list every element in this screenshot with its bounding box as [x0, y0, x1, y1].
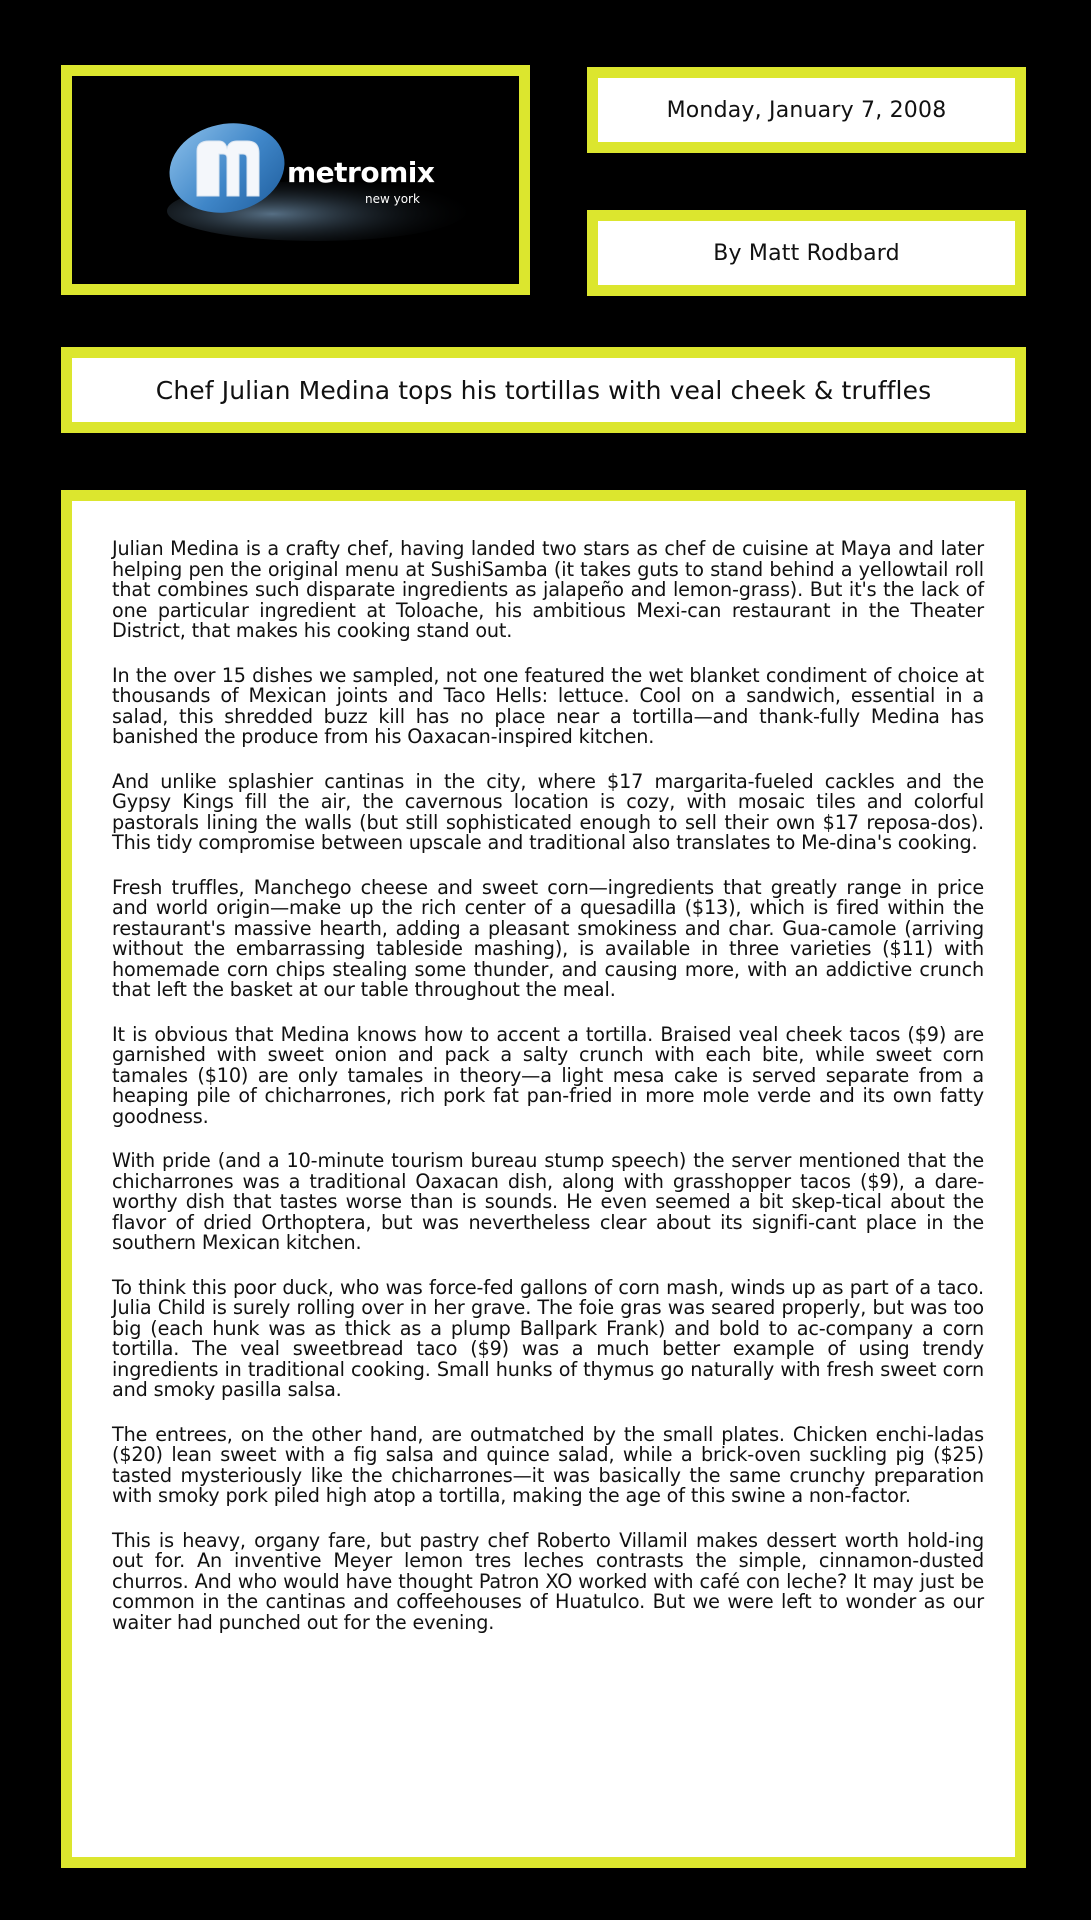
article-paragraph: This is heavy, organy fare, but pastry chef Roberto Villamil makes dessert worth hold-ing out for. An inventive Meyer lemon tres leches contrasts the simple, cinnamon-dusted churros. And who would have thought Patron XO worked with café con leche? It may just be common in the cantinas and coffeehouses of Huatulco. But we were left to wonder as our waiter had punched out for the evening.: [112, 1528, 984, 1634]
article-body: [112, 539, 984, 1657]
article-paragraph: With pride (and a 10-minute tourism bureau stump speech) the server mentioned that the chicharrones was a traditional Oaxacan dish, along with grasshopper tacos ($9), a dare-worthy dish that tastes worse than is sounds. He even seemed a bit skep-tical about the flavor of dried Orthoptera, but was nevertheless clear about its signifi-cant place in the southern Mexican kitchen.: [112, 1149, 984, 1254]
brand-city: new york: [365, 192, 420, 206]
article-paragraph: In the over 15 dishes we sampled, not one featured the wet blanket condiment of choice at thousands of Mexican joints and Taco Hells: lettuce. Cool on a sandwich, essential in a salad, this shredded buzz kill has no place near a tortilla—and thank-fully Medina has banished the produce from his Oaxacan-inspired kitchen.: [112, 663, 984, 748]
page-title: Chef Julian Medina tops his tortillas with veal cheek & truffles: [155, 375, 932, 405]
article-paragraph: The entrees, on the other hand, are outmatched by the small plates. Chicken enchi-ladas ($20) lean sweet with a fig salsa and quince salad, while a brick-oven suckling pig ($25) tasted mysteriously like the chicharrones—it was basically the same crunchy preparation with smoky pork piled high atop a tortilla, making the age of this swine a non-factor.: [112, 1422, 984, 1507]
article-paragraph: Fresh truffles, Manchego cheese and sweet corn—ingredients that greatly range in price and world origin—make up the rich center of a quesadilla ($13), which is fired within the restaurant's massive hearth, adding a pleasant smokiness and char. Gua-camole (arriving without the embarrassing tableside mashing), is available in three varieties ($11) with homemade corn chips stealing some thunder, and causing more, with an addictive crunch that left the basket at our table throughout the meal.: [112, 875, 984, 1001]
article-panel: [61, 490, 1026, 1868]
article-paragraph: Julian Medina is a crafty chef, having landed two stars as chef de cuisine at Maya and later helping pen the original menu at SushiSamba (it takes guts to stand behind a yellowtail roll that combines such disparate ingredients as jalapeño and lemon-grass). But it's the lack of one particular ingredient at Toloache, his ambitious Mexi-can restaurant in the Theater District, that makes his cooking stand out.: [112, 537, 984, 642]
logo-panel: [61, 65, 530, 295]
metromix-logo[interactable]: [167, 116, 467, 256]
brand-name: metromix: [287, 156, 435, 189]
headline-panel: [61, 347, 1026, 433]
byline: By Matt Rodbard: [713, 240, 900, 266]
article-paragraph: To think this poor duck, who was force-fed gallons of corn mash, winds up as part of a taco. Julia Child is surely rolling over in her grave. The foie gras was seared properly, but was too big (each hunk was as thick as a plump Ballpark Frank) and bold to ac-company a corn tortilla. The veal sweetbread taco ($9) was a much better example of using trendy ingredients in traditional cooking. Small hunks of thymus go naturally with fresh sweet corn and smoky pasilla salsa.: [112, 1275, 984, 1401]
article-paragraph: And unlike splashier cantinas in the city, where $17 margarita-fueled cackles and the Gypsy Kings fill the air, the cavernous location is cozy, with mosaic tiles and colorful pastorals lining the walls (but still sophisticated enough to sell their own $17 reposa-dos). This tidy compromise between upscale and traditional also translates to Me-dina's cooking.: [112, 769, 984, 854]
byline-panel: [587, 210, 1026, 296]
article-paragraph: It is obvious that Medina knows how to accent a tortilla. Braised veal cheek tacos ($9) are garnished with sweet onion and pack a salty crunch with each bite, while sweet corn tamales ($10) are only tamales in theory—a light mesa cake is served separate from a heaping pile of chicharrones, rich pork fat pan-fried in more mole verde and its own fatty goodness.: [112, 1022, 984, 1128]
date-panel: [587, 67, 1026, 153]
publish-date: Monday, January 7, 2008: [666, 97, 947, 123]
